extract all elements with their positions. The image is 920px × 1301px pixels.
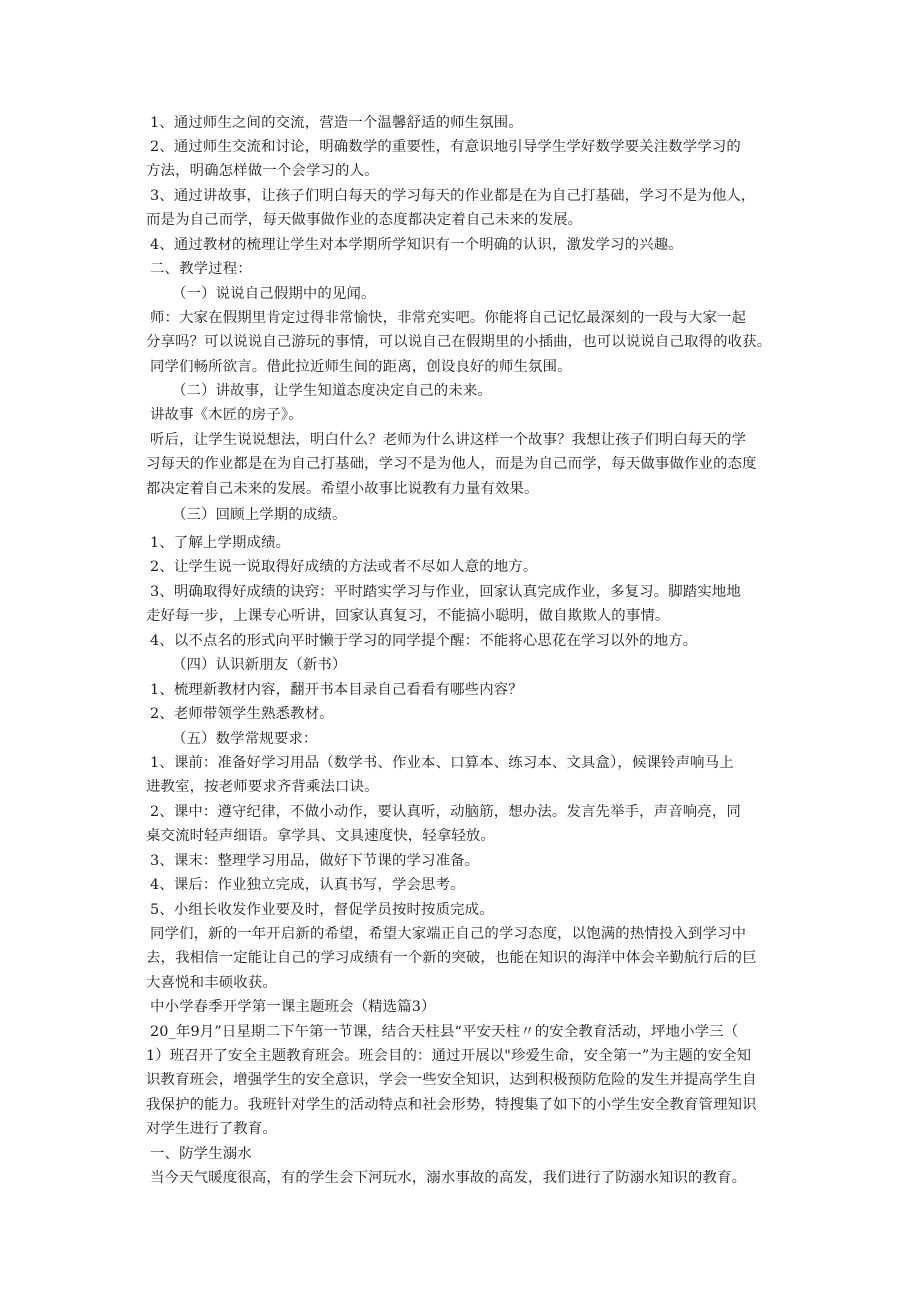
text-line: 都决定着自己未来的发展。希望小故事比说教有力量有效果。 [146,481,539,497]
subsection-heading: （二）讲故事，让学生知道态度决定自己的未来。 [172,383,492,399]
text-line: 4、课后：作业独立完成，认真书写，学会思考。 [150,877,465,893]
text-line: 而是为自己而学，每天做事做作业的态度都决定着自己未来的发展。 [146,212,583,228]
text-line: 1、课前：准备好学习用品（数学书、作业本、口算本、练习本、文具盒），候课铃声响马上 [150,755,734,771]
subsection-heading: （四）认识新朋友（新书） [172,657,347,673]
text-line: 4、以不点名的形式向平时懒于学习的同学提个醒：不能将心思花在学习以外的地方。 [150,633,698,649]
section-heading: 二、教学过程： [150,261,252,277]
text-line: 2、老师带领学生熟悉教材。 [150,706,334,722]
text-line: 大喜悦和丰硕收获。 [146,975,277,991]
text-line: 分享吗？可以说说自己游玩的事情，可以说自己在假期里的小插曲，也可以说说自己取得的收获。 [146,334,772,350]
text-line: 5、小组长收发作业要及时，督促学员按时按质完成。 [150,902,494,918]
text-line: 习每天的作业都是在为自己打基础，学习不是为他人，而是为自己而学，每天做事做作业的态度 [146,456,757,472]
section-title: 中小学春季开学第一课主题班会（精选篇3） [150,999,436,1015]
text-line: 同学们畅所欲言。借此拉近师生间的距离，创设良好的师生氛围。 [150,359,572,375]
text-line: 1、了解上学期成绩。 [150,535,291,551]
subsection-heading: （三）回顾上学期的成绩。 [172,507,347,523]
text-line: 1）班召开了安全主题教育班会。班会目的：通过开展以"珍爱生命，安全第一”为主题的安全知 [146,1048,752,1064]
text-line: 2、让学生说一说取得好成绩的方法或者不尽如人意的地方。 [150,559,538,575]
text-line: 2、通过师生交流和讨论，明确数学的重要性，有意识地引导学生学好数学要关注数学学习的 [150,139,741,155]
text-line: 20_年9月”日星期二下午第一节课，结合天柱县“平安天柱〃的安全教育活动，坪地小学三（ [150,1024,739,1040]
text-line: 走好每一步，上课专心听讲，回家认真复习，不能搞小聪明，做自欺欺人的事情。 [146,608,670,624]
section-heading: 一、防学生溺水 [150,1146,252,1162]
text-line: 讲故事《木匠的房子》。 [150,407,303,423]
text-line: 对学生进行了教育。 [146,1121,277,1137]
text-line: 师：大家在假期里肯定过得非常愉快，非常充实吧。你能将自己记忆最深刻的一段与大家一起 [150,310,747,326]
subsection-heading: （一）说说自己假期中的见闻。 [172,286,376,302]
text-line: 听后，让学生说说想法，明白什么？老师为什么讲这样一个故事？我想让孩子们明白每天的学 [150,432,747,448]
text-line: 2、课中：遵守纪律，不做小动作，要认真听，动脑筋，想办法。发言先举手，声音响亮，同 [150,804,741,820]
text-line: 3、课末：整理学习用品，做好下节课的学习准备。 [150,853,480,869]
text-line: 我保护的能力。我班针对学生的活动特点和社会形势，特搜集了如下的小学生安全教育管理知识 [146,1097,757,1113]
text-line: 识教育班会，增强学生的安全意识，学会一些安全知识，达到积极预防危险的发生并提高学生自 [146,1072,757,1088]
text-line: 同学们，新的一年开启新的希望，希望大家端正自己的学习态度，以饱满的热情投入到学习中 [150,926,747,942]
text-line: 3、明确取得好成绩的诀窍：平时踏实学习与作业，回家认真完成作业，多复习。脚踏实地地 [150,584,741,600]
text-line: 4、通过教材的梳理让学生对本学期所学知识有一个明确的认识，激发学习的兴趣。 [150,237,683,253]
text-line: 去，我相信一定能让自己的学习成绩有一个新的突破，也能在知识的海洋中体会辛勤航行后的巨 [146,950,757,966]
text-line: 桌交流时轻声细语。拿学具、文具速度快，轻拿轻放。 [146,828,495,844]
subsection-heading: （五）数学常规要求： [172,731,318,747]
text-line: 3、通过讲故事，让孩子们明白每天的学习每天的作业都是在为自己打基础，学习不是为他人， [150,188,756,204]
text-line: 1、通过师生之间的交流，营造一个温馨舒适的师生氛围。 [150,115,523,131]
text-line: 方法，明确怎样做一个会学习的人。 [146,163,379,179]
text-line: 1、梳理新教材内容，翻开书本目录自己看看有哪些内容？ [150,682,523,698]
text-line: 当今天气暖度很高，有的学生会下河玩水，溺水事故的高发，我们进行了防溺水知识的教育。 [150,1170,747,1186]
text-line: 进教室，按老师要求齐背乘法口诀。 [146,779,379,795]
